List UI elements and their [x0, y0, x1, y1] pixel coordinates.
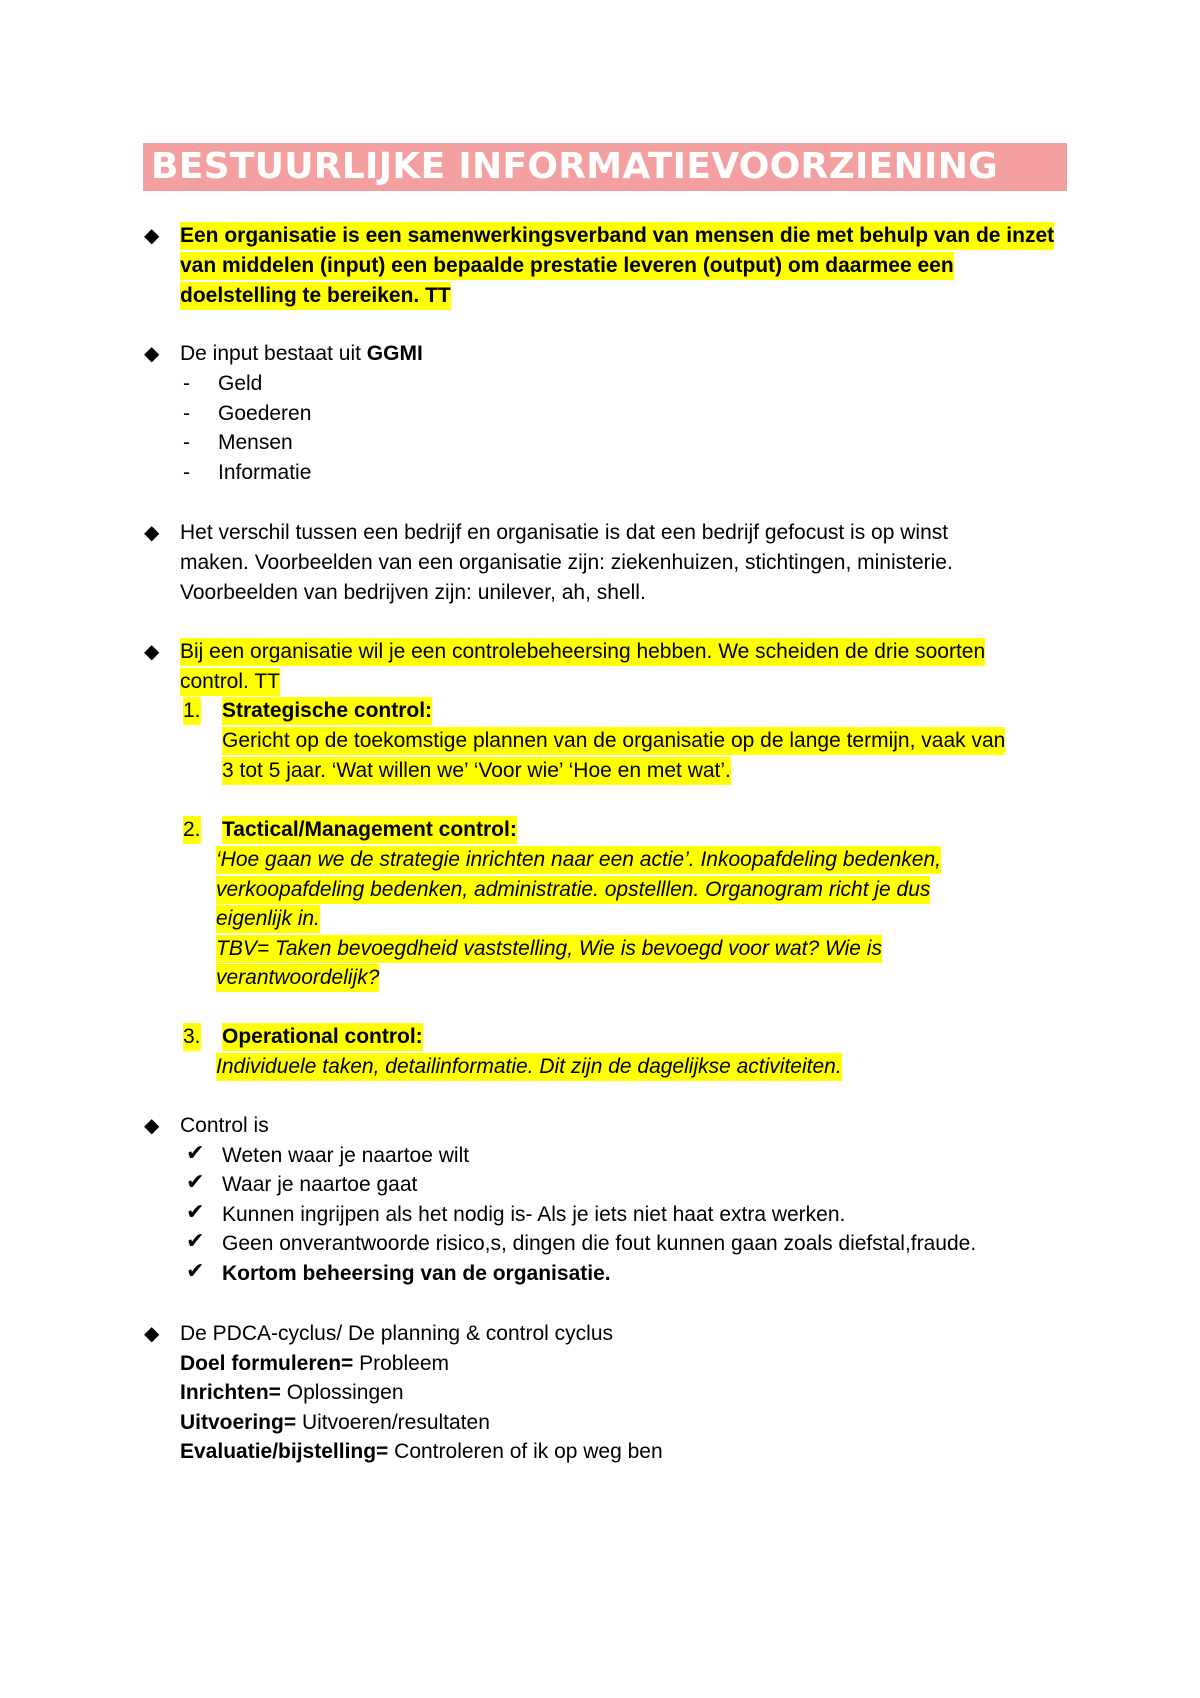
s4-item-3-line-1: Individuele taken, detailinformatie. Dit zijn de dagelijkse activiteiten.: [216, 1053, 842, 1081]
diamond-bullet-icon: ◆: [144, 1115, 160, 1137]
s2-lead: [180, 340, 423, 368]
s6-row-3: [180, 1409, 490, 1437]
s4-line-1: Bij een organisatie wil je een controlebeheersing hebben. We scheiden de drie soorten: [180, 638, 985, 666]
s2-item-4: Informatie: [218, 461, 312, 484]
s5-item-3: Kunnen ingrijpen als het nodig is- Als je iets niet haat extra werken.: [222, 1203, 846, 1226]
s4-item-1-line-2: 3 tot 5 jaar. ‘Wat willen we’ ‘Voor wie’ ‘Hoe en met wat’.: [222, 757, 731, 785]
checkmark-icon: ✔: [186, 1229, 205, 1254]
s4-item-2-line-5: verantwoordelijk?: [216, 964, 379, 992]
s6-row-2: [180, 1379, 404, 1407]
s4-line-2: control. TT: [180, 668, 280, 696]
s4-item-3-num: 3.: [183, 1023, 201, 1051]
s4-item-2-line-1: ‘Hoe gaan we de strategie inrichten naar een actie’. Inkoopafdeling bedenken,: [216, 846, 941, 874]
s3-line-2: maken. Voorbeelden van een organisatie zijn: ziekenhuizen, stichtingen, ministerie.: [180, 551, 953, 574]
s2-item-1: Geld: [218, 372, 263, 395]
s6-row-1-value: Probleem: [353, 1352, 450, 1375]
s4-item-3-head: Operational control:: [222, 1023, 423, 1051]
s6-row-4-label: Evaluatie/bijstelling=: [180, 1440, 389, 1463]
s6-row-3-label: Uitvoering=: [180, 1411, 297, 1434]
s1-line-2: van middelen (input) een bepaalde prestatie leveren (output) om daarmee een: [180, 252, 954, 280]
s5-item-5: Kortom beheersing van de organisatie.: [222, 1262, 611, 1285]
s3-line-1: Het verschil tussen een bedrijf en organisatie is dat een bedrijf gefocust is op winst: [180, 521, 949, 544]
s6-row-3-value: Uitvoeren/resultaten: [296, 1411, 490, 1434]
diamond-bullet-icon: ◆: [144, 522, 160, 544]
s4-item-1-head: Strategische control:: [222, 697, 432, 725]
diamond-bullet-icon: ◆: [144, 1323, 160, 1345]
s2-lead-bold: GGMI: [366, 342, 423, 365]
s5-item-1: Weten waar je naartoe wilt: [222, 1144, 470, 1167]
dash-bullet: -: [183, 402, 190, 425]
s4-item-2-line-2: verkoopafdeling bedenken, administratie. opstelllen. Organogram richt je dus: [216, 876, 930, 904]
s6-row-2-label: Inrichten=: [180, 1381, 281, 1404]
diamond-bullet-icon: ◆: [144, 343, 160, 365]
dash-bullet: -: [183, 431, 190, 454]
s3-line-3: Voorbeelden van bedrijven zijn: unilever, ah, shell.: [180, 581, 646, 604]
checkmark-icon: ✔: [186, 1141, 205, 1166]
checkmark-icon: ✔: [186, 1200, 205, 1225]
s4-item-1-line-1: Gericht op de toekomstige plannen van de organisatie op de lange termijn, vaak van: [222, 727, 1005, 755]
s4-item-2-head: Tactical/Management control:: [222, 816, 517, 844]
s1-line-3: doelstelling te bereiken. TT: [180, 282, 451, 310]
diamond-bullet-icon: ◆: [144, 225, 160, 247]
dash-bullet: -: [183, 372, 190, 395]
s5-item-4: Geen onverantwoorde risico,s, dingen die fout kunnen gaan zoals diefstal,fraude.: [222, 1232, 977, 1255]
s6-row-4: [180, 1438, 663, 1466]
s6-row-4-value: Controleren of ik op weg ben: [388, 1440, 663, 1463]
dash-bullet: -: [183, 461, 190, 484]
checkmark-icon: ✔: [186, 1259, 205, 1284]
s2-item-3: Mensen: [218, 431, 293, 454]
s6-lead: De PDCA-cyclus/ De planning & control cyclus: [180, 1322, 614, 1345]
diamond-bullet-icon: ◆: [144, 641, 160, 663]
checkmark-icon: ✔: [186, 1170, 205, 1195]
s6-row-1: [180, 1350, 449, 1378]
s6-row-1-label: Doel formuleren=: [180, 1352, 354, 1375]
s4-item-2-line-3: eigenlijk in.: [216, 905, 320, 933]
s5-item-2: Waar je naartoe gaat: [222, 1173, 418, 1196]
s4-item-2-num: 2.: [183, 816, 201, 844]
s6-row-2-value: Oplossingen: [280, 1381, 404, 1404]
page-title: BESTUURLIJKE INFORMATIEVOORZIENING: [143, 143, 1067, 191]
s1-line-1: Een organisatie is een samenwerkingsverband van mensen die met behulp van de inzet: [180, 222, 1054, 250]
s5-lead: Control is: [180, 1114, 269, 1137]
s2-lead-text: De input bestaat uit: [180, 342, 367, 365]
s2-item-2: Goederen: [218, 402, 312, 425]
s4-item-1-num: 1.: [183, 697, 201, 725]
s4-item-2-line-4: TBV= Taken bevoegdheid vaststelling, Wie is bevoegd voor wat? Wie is: [216, 935, 882, 963]
